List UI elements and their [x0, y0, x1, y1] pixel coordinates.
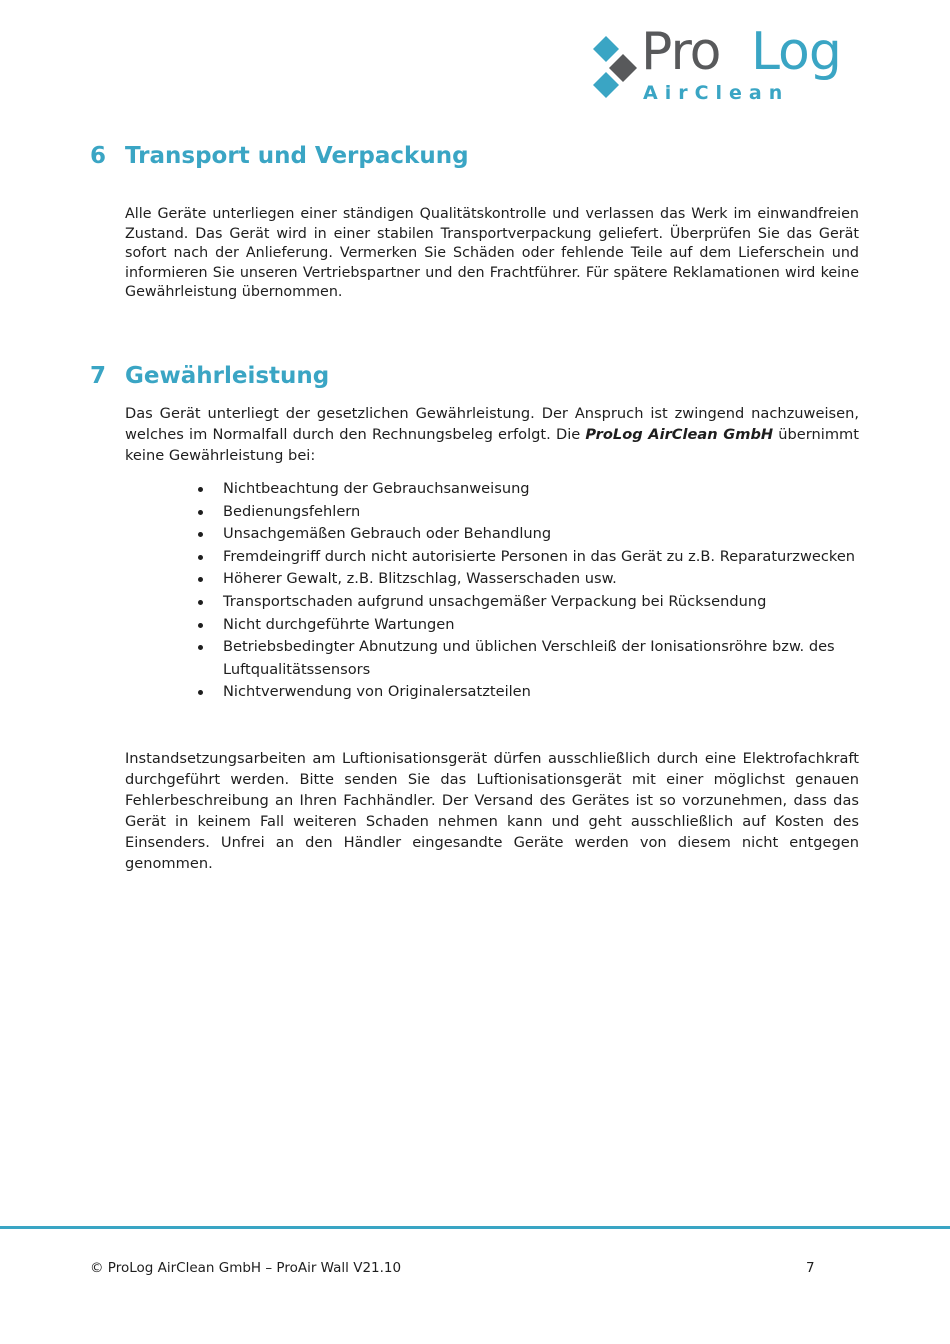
list-item: Nichtverwendung von Originalersatzteilen: [196, 681, 856, 704]
section-title: Transport und Verpackung: [125, 143, 469, 169]
warranty-exclusions-list: [196, 478, 856, 704]
section-heading-transport: [90, 145, 469, 168]
list-item: Fremdeingriff durch nicht autorisierte Personen in das Gerät zu z.B. Reparaturzwecken: [196, 546, 856, 569]
warranty-intro-text-end: übernimmt keine Gewährleistung bei:: [125, 426, 859, 464]
diamond-logo-mark-icon: [591, 34, 641, 100]
page-number: 7: [806, 1260, 815, 1276]
section-number: 7: [90, 363, 107, 389]
list-item: Nicht durchgeführte Wartungen: [196, 614, 856, 637]
section-heading-warranty: [90, 365, 329, 388]
repair-paragraph: Instandsetzungsarbeiten am Luftionisationsgerät dürfen ausschließlich durch eine Elektrofachkraft durchgeführt werden. Bitte senden Sie das Luftionisationsgerät mit einer möglichst genauen Fehlerbeschreibung an Ihren Fachhändler. Der Versand des Gerätes ist so vorzunehmen, dass das Gerät in keinem Fall weiteren Schaden nehmen kann und geht ausschließlich auf Kosten des Einsenders. Unfrei an den Händler eingesandte Geräte werden von diesem nicht entgegen genommen.: [125, 750, 859, 872]
list-item: Höherer Gewalt, z.B. Blitzschlag, Wasserschaden usw.: [196, 568, 856, 591]
transport-paragraph: Alle Geräte unterliegen einer ständigen Qualitätskontrolle und verlassen das Werk im einwandfreien Zustand. Das Gerät wird in einer stabilen Transportverpackung geliefert. Überprüfen Sie das Gerät sofort nach der Anlieferung. Vermerken Sie Schäden oder fehlende Teile auf dem Lieferschein und informieren Sie unseren Vertriebspartner und den Frachtführer. Für spätere Reklamationen wird keine Gewährleistung übernommen.: [125, 206, 859, 301]
section-title: Gewährleistung: [125, 363, 330, 389]
logo-text-pro: Pro: [641, 22, 721, 82]
list-item: Bedienungsfehlern: [196, 501, 856, 524]
footer-copyright: © ProLog AirClean GmbH – ProAir Wall V21.10: [90, 1260, 402, 1276]
list-item: Unsachgemäßen Gebrauch oder Behandlung: [196, 523, 856, 546]
section-number: 6: [90, 143, 107, 169]
list-item: Betriebsbedingter Abnutzung und üblichen Verschleiß der Ionisationsröhre bzw. des Luftqualitätssensors: [196, 636, 856, 681]
list-item: Nichtbeachtung der Gebrauchsanweisung: [196, 478, 856, 501]
logo-text-log: Log: [751, 22, 841, 82]
warranty-intro-text: Das Gerät unterliegt der gesetzlichen Gewährleistung. Der Anspruch ist zwingend nachzuweisen, welches im Normalfall durch den Rechnungsbeleg erfolgt. Die: [125, 405, 859, 443]
footer-divider: [0, 1226, 950, 1229]
logo-subtitle: AirClean: [643, 82, 790, 104]
warranty-intro-paragraph: [125, 403, 859, 466]
company-name-emphasis: ProLog AirClean GmbH: [585, 426, 774, 443]
list-item: Transportschaden aufgrund unsachgemäßer Verpackung bei Rücksendung: [196, 591, 856, 614]
company-logo: [591, 22, 841, 106]
